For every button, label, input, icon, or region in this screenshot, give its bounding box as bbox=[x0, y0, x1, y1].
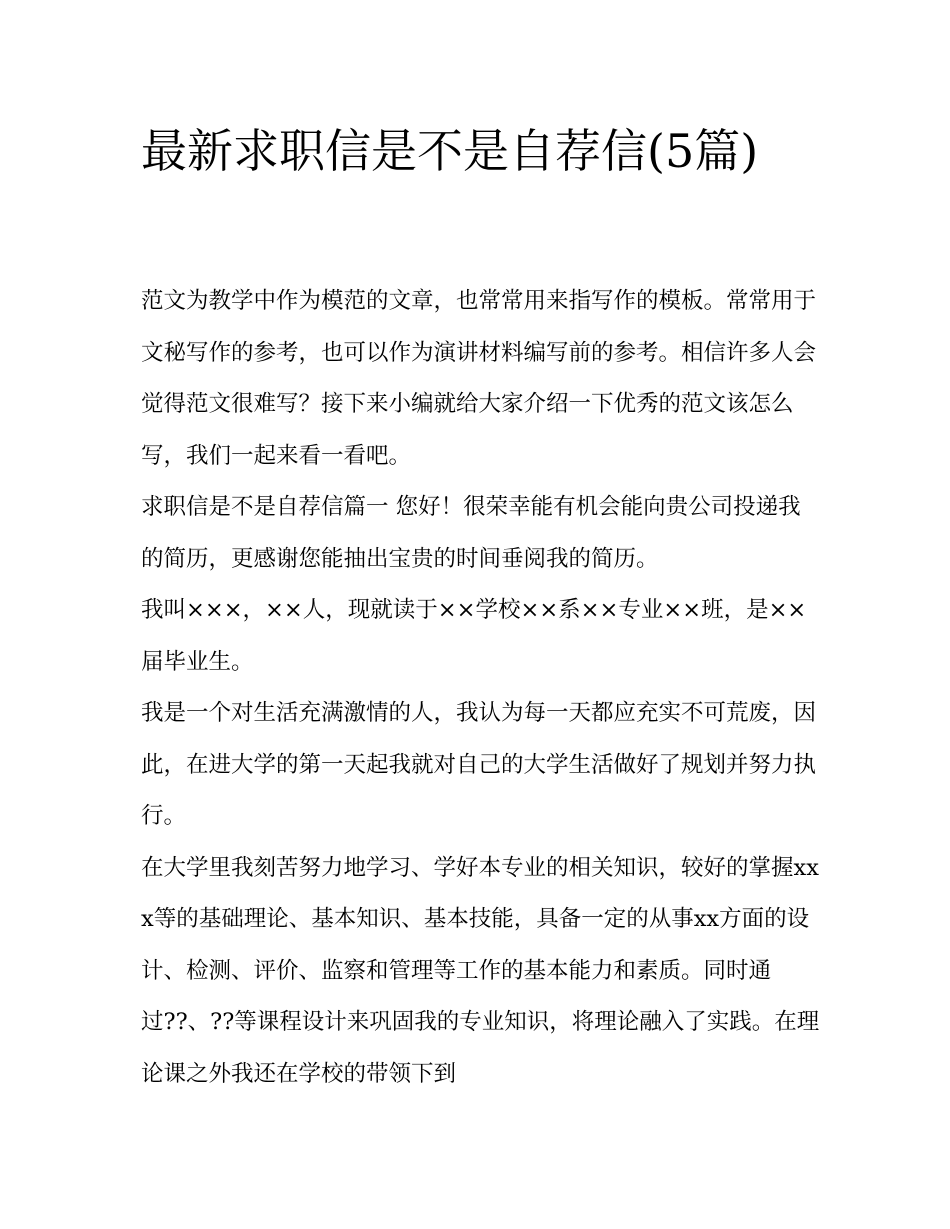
paragraph-greeting: 求职信是不是自荐信篇一 您好！很荣幸能有机会能向贵公司投递我的简历，更感谢您能抽出宝贵的时间垂阅我的简历。 bbox=[141, 494, 801, 572]
document-title: 最新求职信是不是自荐信(5篇) bbox=[141, 124, 759, 178]
document-body bbox=[141, 276, 821, 1100]
paragraph-intro: 范文为教学中作为模范的文章，也常常用来指写作的模板。常常用于文秘写作的参考，也可以作为演讲材料编写前的参考。相信许多人会觉得范文很难写？接下来小编就给大家介绍一下优秀的范文该怎么写，我们一起来看一看吧。 bbox=[141, 288, 817, 469]
paragraph-studies: 在大学里我刻苦努力地学习、学好本专业的相关知识，较好的掌握xxx等的基础理论、基本知识、基本技能，具备一定的从事xx方面的设计、检测、评价、监察和管理等工作的基本能力和素质。同时通过??、??等课程设计来巩固我的专业知识，将理论融入了实践。在理论课之外我还在学校的带领下到 bbox=[141, 854, 820, 1087]
paragraph-personality: 我是一个对生活充满激情的人，我认为每一天都应充实不可荒废，因此，在进大学的第一天起我就对自己的大学生活做好了规划并努力执行。 bbox=[141, 700, 817, 829]
paragraph-self-introduction: 我叫×××，××人，现就读于××学校××系××专业××班，是××届毕业生。 bbox=[141, 597, 807, 675]
